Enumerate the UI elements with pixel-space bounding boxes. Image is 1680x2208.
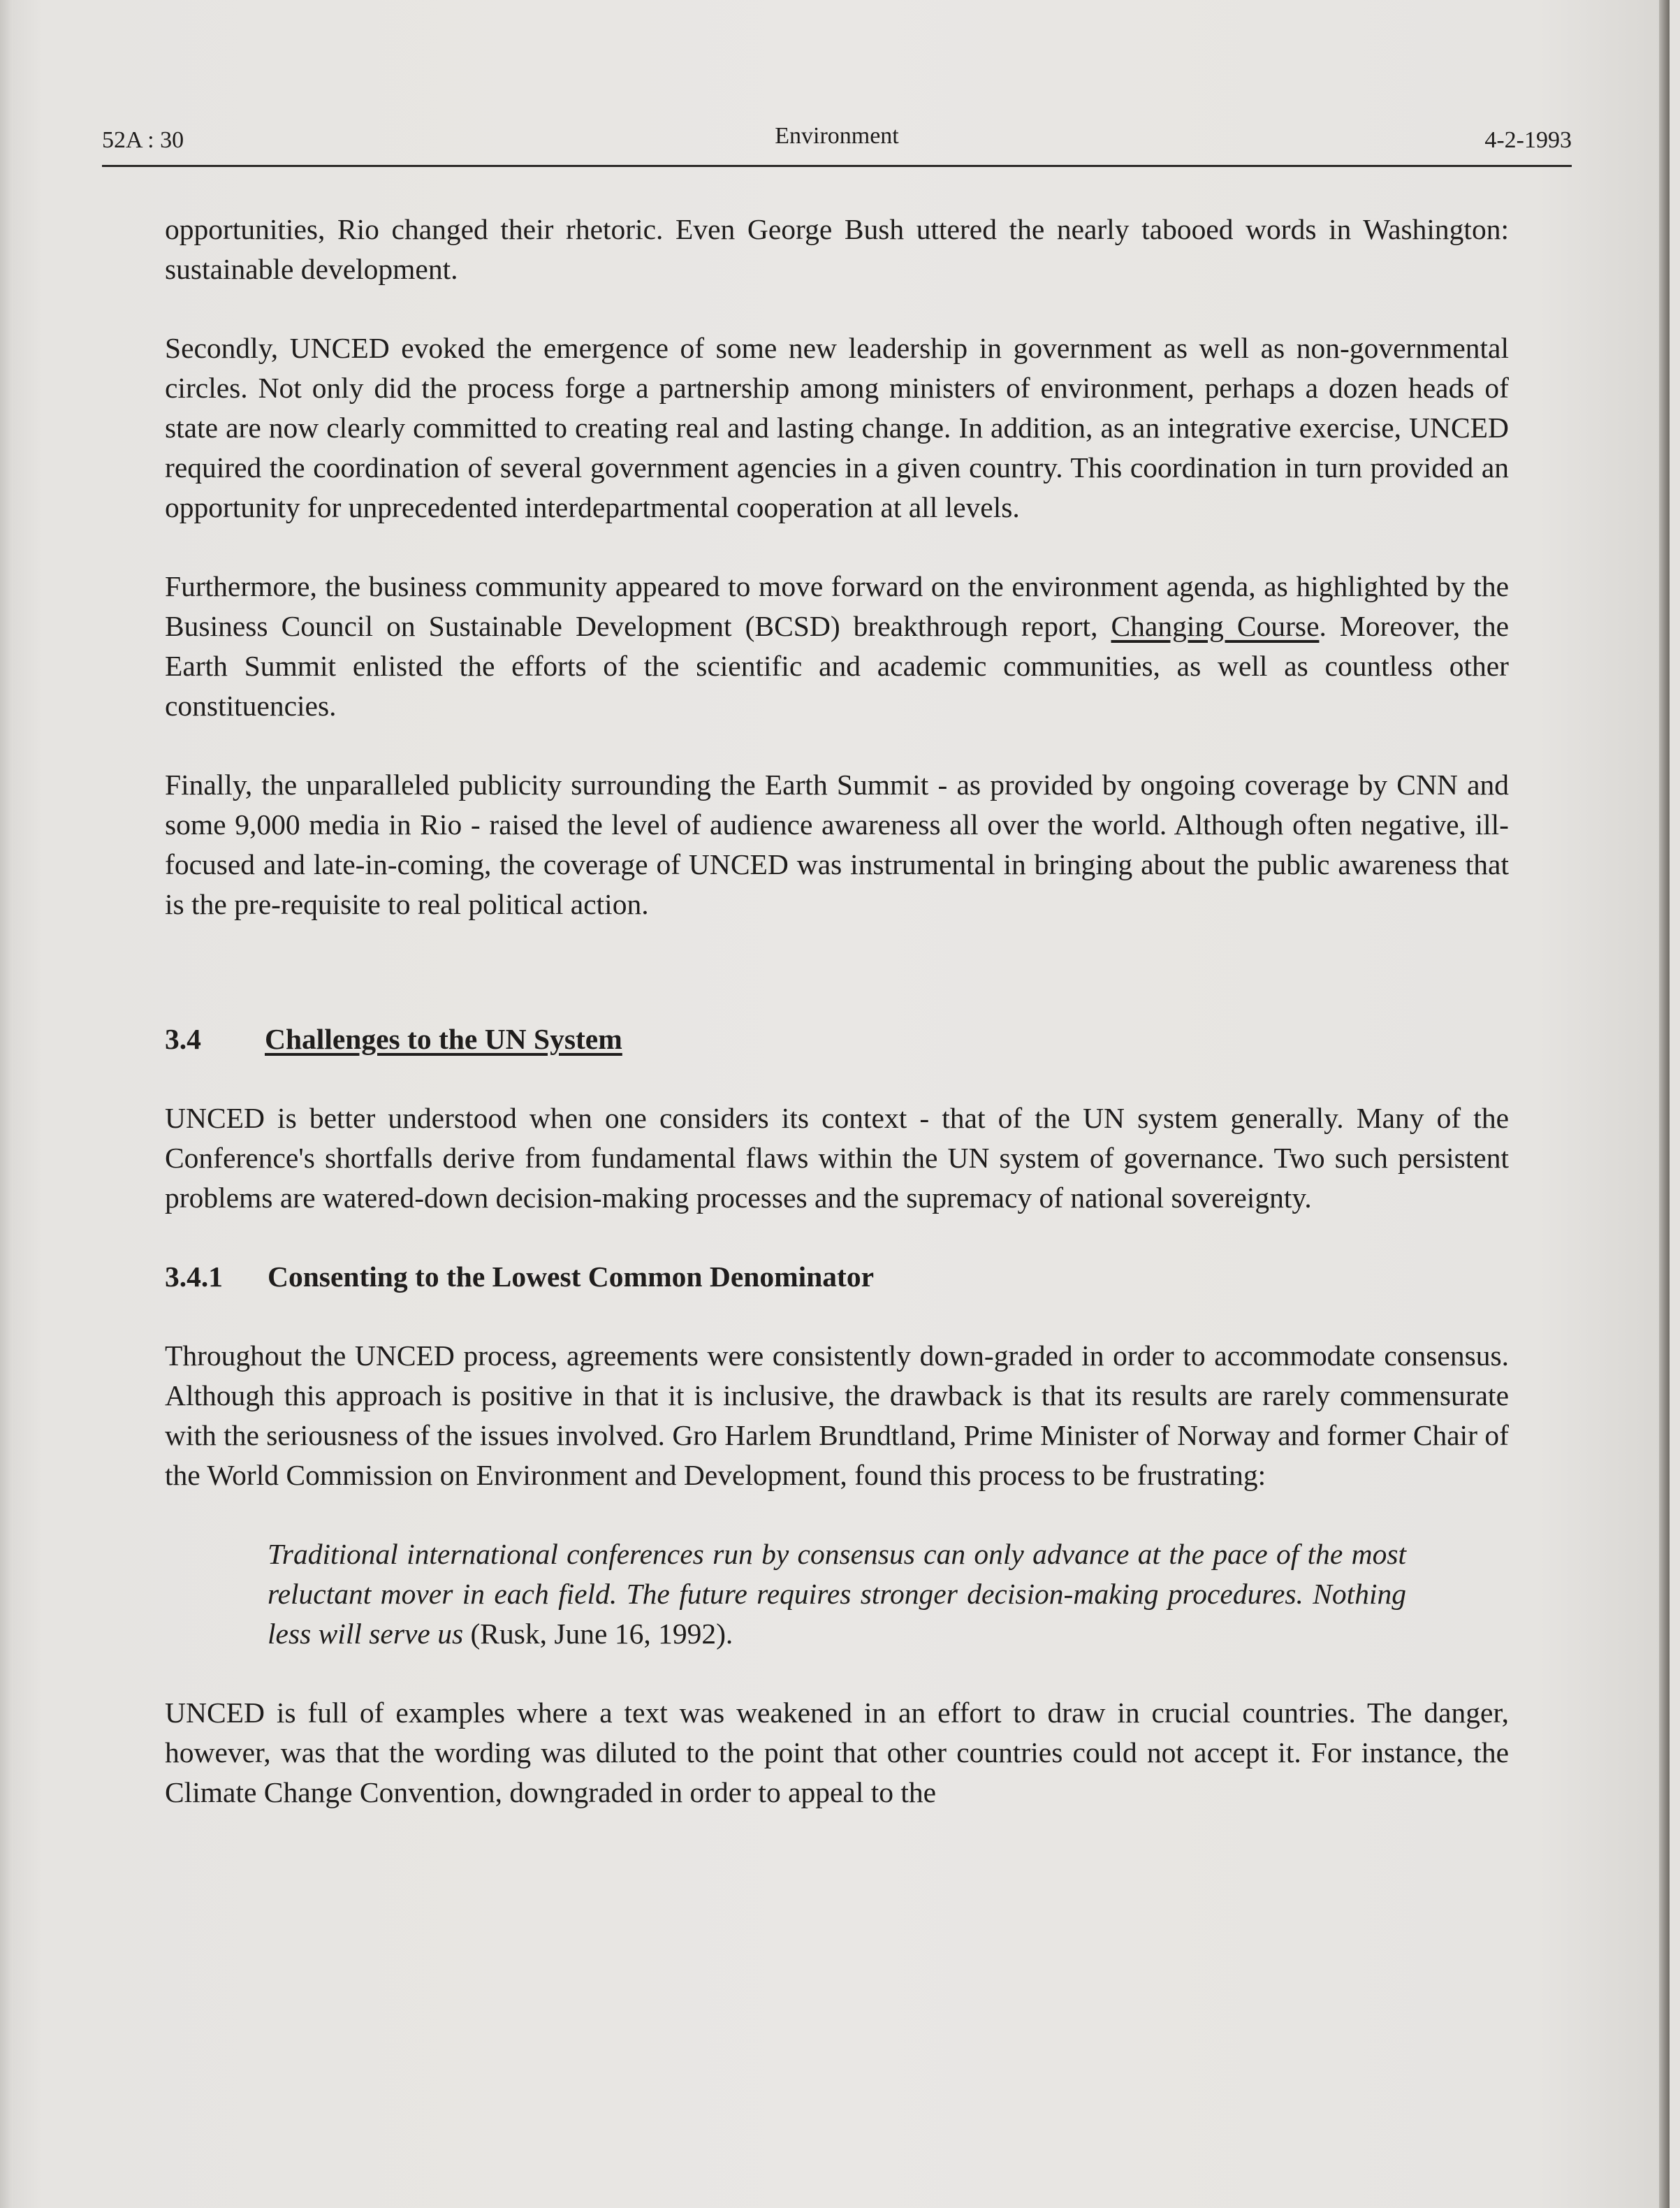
quote-text: Traditional international conferences run by consensus can only advance at the pace of the most reluctant mover in each field. The future requires stronger decision-making procedures. Nothing less will serve us [268, 1538, 1406, 1650]
report-title: Changing Course [1111, 610, 1320, 642]
paragraph-rio-rhetoric: opportunities, Rio changed their rhetoric. Even George Bush uttered the nearly tabooed words in Washington: sustainable development. [165, 213, 1509, 285]
section-number: 3.4 [165, 1023, 201, 1055]
quote-citation: (Rusk, June 16, 1992). [463, 1618, 733, 1650]
paragraph-text: . Moreover, the Earth Summit enlisted the efforts of the scientific and academic communities, as well as countless other constituencies. [165, 610, 1509, 722]
subsection-number: 3.4.1 [165, 1261, 223, 1293]
subsection-heading [165, 1257, 1509, 1297]
body-text [165, 210, 1509, 1813]
page-reference: 52A : 30 [102, 127, 184, 153]
subsection-title: Consenting to the Lowest Common Denominator [268, 1261, 875, 1293]
block-quote [268, 1534, 1406, 1654]
paragraph-business-community [165, 567, 1509, 726]
paragraph-consensus: Throughout the UNCED process, agreements were consistently down-graded in order to accommodate consensus. Although this approach is positive in that it is inclusive, the drawback is that its results are rarely commensurate with the seriousness of the issues involved. Gro Harlem Brundtland, Prime Minister of Norway and former Chair of the World Commission on Environment and Development, found this process to be frustrating: [165, 1339, 1509, 1491]
section-heading [165, 1019, 1509, 1059]
binding-edge [0, 0, 13, 2208]
paragraph-text: Furthermore, the business community appeared to move forward on the environment agenda, as highlighted by the Business Council on Sustainable Development (BCSD) breakthrough report, [165, 570, 1509, 642]
paragraph-leadership: Secondly, UNCED evoked the emergence of some new leadership in government as well as non-governmental circles. Not only did the process forge a partnership among ministers of environment, perhaps a dozen heads of state are now clearly committed to creating real and lasting change. In addition, as an integrative exercise, UNCED required the coordination of several government agencies in a given country. This coordination in turn provided an opportunity for unprecedented interdepartmental cooperation at all levels. [165, 332, 1509, 523]
paragraph-un-context: UNCED is better understood when one considers its context - that of the UN system generally. Many of the Conference's shortfalls derive from fundamental flaws within the UN system of governance. Two such persistent problems are watered-down decision-making processes and the supremacy of national sovereignty. [165, 1102, 1509, 1214]
paragraph-weakened-texts: UNCED is full of examples where a text was weakened in an effort to draw in crucial countries. The danger, however, was that the wording was diluted to the point that other countries could not accept it. For instance, the Climate Change Convention, downgraded in order to appeal to the [165, 1697, 1509, 1808]
page-right-edge [1659, 0, 1670, 2208]
header-section-title: Environment [775, 123, 899, 149]
paragraph-publicity: Finally, the unparalleled publicity surrounding the Earth Summit - as provided by ongoing coverage by CNN and some 9,000 media in Rio - raised the level of audience awareness all over the world. Although often negative, ill-focused and late-in-coming, the coverage of UNCED was instrumental in bringing about the public awareness that is the pre-requisite to real political action. [165, 769, 1509, 920]
running-header [102, 123, 1572, 167]
header-date: 4-2-1993 [1484, 127, 1572, 153]
section-title: Challenges to the UN System [265, 1023, 622, 1055]
